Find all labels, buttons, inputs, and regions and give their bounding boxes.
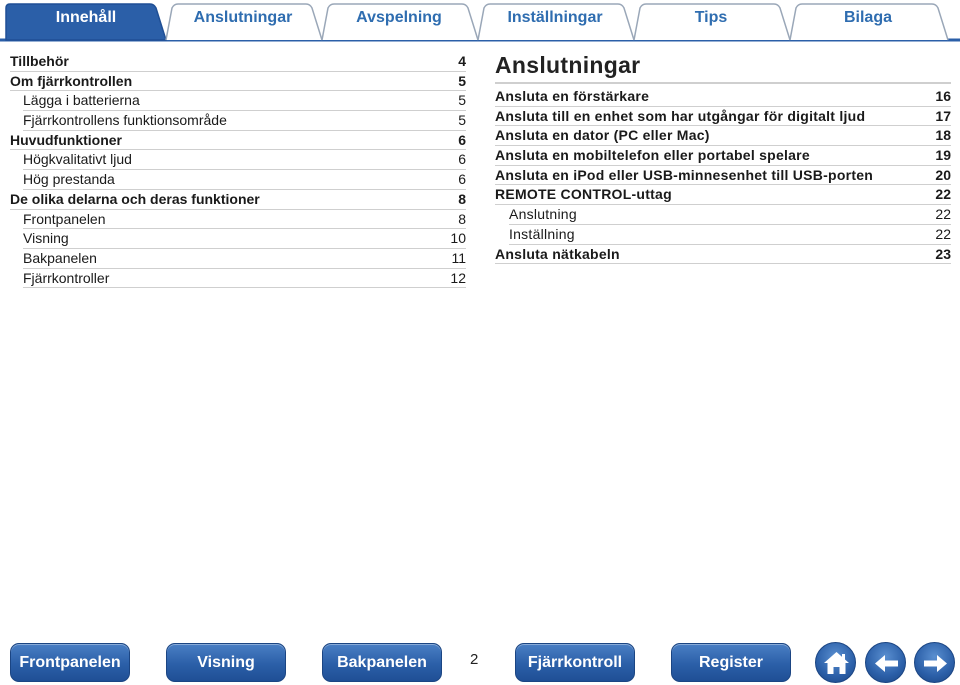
register-button[interactable]: Register bbox=[671, 643, 791, 682]
toc-entry-page: 16 bbox=[935, 88, 951, 104]
tab-bar bbox=[0, 0, 960, 42]
page-number: 2 bbox=[470, 651, 479, 668]
tab-innehall[interactable]: Innehåll bbox=[55, 9, 117, 26]
toc-entry[interactable] bbox=[10, 72, 466, 92]
toc-right-list bbox=[495, 87, 951, 264]
fjarrkontroll-button[interactable]: Fjärrkontroll bbox=[515, 643, 635, 682]
frontpanelen-button[interactable]: Frontpanelen bbox=[10, 643, 130, 682]
arrow-left-icon bbox=[866, 643, 907, 684]
toc-entry[interactable] bbox=[23, 111, 466, 131]
toc-entry-page: 23 bbox=[935, 245, 951, 262]
toc-entry-title: Tillbehör bbox=[10, 53, 69, 69]
toc-entry-page: 12 bbox=[450, 269, 466, 286]
toc-entry-page: 22 bbox=[935, 225, 951, 242]
toc-entry[interactable] bbox=[495, 245, 951, 265]
tab-bilaga[interactable]: Bilaga bbox=[843, 9, 892, 26]
toc-entry-title: Visning bbox=[23, 230, 69, 247]
toc-entry[interactable] bbox=[495, 185, 951, 205]
toc-entry-page: 6 bbox=[458, 131, 466, 148]
toc-entry-title: Inställning bbox=[509, 225, 575, 242]
toc-entry[interactable] bbox=[495, 107, 951, 127]
toc-entry-page: 10 bbox=[450, 230, 466, 247]
toc-entry[interactable] bbox=[509, 225, 951, 245]
toc-entry[interactable] bbox=[495, 87, 951, 107]
toc-entry[interactable] bbox=[495, 146, 951, 166]
toc-entry-title: Anslutning bbox=[509, 206, 577, 223]
home-button[interactable] bbox=[815, 642, 856, 683]
toc-entry[interactable] bbox=[23, 269, 466, 289]
tab-tips[interactable]: Tips bbox=[694, 9, 728, 26]
toc-entry-page: 17 bbox=[935, 107, 951, 124]
arrow-right-icon bbox=[915, 643, 956, 684]
tab-installningar[interactable]: Inställningar bbox=[507, 9, 603, 26]
toc-entry-title: Ansluta nätkabeln bbox=[495, 245, 620, 262]
toc-entry-page: 11 bbox=[451, 249, 466, 266]
toc-entry[interactable] bbox=[23, 170, 466, 190]
bakpanelen-button[interactable]: Bakpanelen bbox=[322, 643, 442, 682]
toc-entry[interactable] bbox=[23, 210, 466, 230]
toc-entry-title: Fjärrkontrollens funktionsområde bbox=[23, 112, 227, 129]
toc-entry[interactable] bbox=[23, 249, 466, 269]
toc-entry[interactable] bbox=[10, 131, 466, 151]
toc-entry[interactable] bbox=[23, 229, 466, 249]
toc-entry-title: Ansluta en mobiltelefon eller portabel spelare bbox=[495, 147, 810, 164]
toc-entry-title: Bakpanelen bbox=[23, 249, 97, 266]
tab-avspelning[interactable]: Avspelning bbox=[356, 9, 442, 26]
toc-entry-title: Ansluta en iPod eller USB-minnesenhet till USB-porten bbox=[495, 166, 874, 183]
visning-button[interactable]: Visning bbox=[166, 643, 286, 682]
section-title: Anslutningar bbox=[495, 52, 641, 78]
toc-entry[interactable] bbox=[23, 150, 466, 170]
toc-entry[interactable] bbox=[509, 205, 951, 225]
toc-entry-page: 8 bbox=[458, 190, 466, 207]
tab-anslutningar[interactable]: Anslutningar bbox=[193, 9, 293, 26]
toc-entry-page: 5 bbox=[458, 92, 466, 109]
toc-entry-title: Om fjärrkontrollen bbox=[10, 72, 133, 89]
toc-entry-page: 8 bbox=[458, 210, 466, 227]
toc-entry[interactable] bbox=[23, 91, 466, 111]
toc-entry[interactable] bbox=[495, 126, 951, 146]
toc-entry-page: 5 bbox=[458, 72, 466, 89]
toc-entry-page: 5 bbox=[458, 112, 466, 129]
toc-entry-title: Ansluta till en enhet som har utgångar för digitalt ljud bbox=[495, 107, 866, 124]
toc-entry-title: Huvudfunktioner bbox=[10, 131, 122, 148]
toc-entry[interactable] bbox=[10, 52, 466, 72]
toc-entry-page: 22 bbox=[935, 206, 951, 223]
toc-entry-page: 18 bbox=[935, 127, 951, 144]
toc-entry-page: 19 bbox=[935, 147, 951, 164]
toc-entry-title: Fjärrkontroller bbox=[23, 269, 110, 286]
section-divider bbox=[495, 82, 951, 84]
toc-entry-title: Högkvalitativt ljud bbox=[23, 151, 132, 168]
toc-entry-title: Hög prestanda bbox=[23, 171, 115, 188]
toc-entry-title: Ansluta en förstärkare bbox=[495, 88, 650, 104]
toc-entry[interactable] bbox=[495, 166, 951, 186]
home-icon bbox=[816, 643, 857, 684]
toc-entry-page: 6 bbox=[458, 151, 466, 168]
toc-entry[interactable] bbox=[10, 190, 466, 210]
toc-entry-page: 6 bbox=[458, 171, 466, 188]
toc-right-column bbox=[495, 52, 951, 264]
back-button[interactable] bbox=[865, 642, 906, 683]
toc-entry-title: Lägga i batterierna bbox=[23, 92, 140, 109]
toc-entry-title: Ansluta en dator (PC eller Mac) bbox=[495, 127, 710, 144]
toc-left-column bbox=[10, 52, 466, 288]
forward-button[interactable] bbox=[914, 642, 955, 683]
toc-entry-title: De olika delarna och deras funktioner bbox=[10, 190, 260, 207]
toc-entry-title: REMOTE CONTROL-uttag bbox=[495, 186, 672, 203]
toc-entry-page: 22 bbox=[935, 186, 951, 203]
toc-entry-page: 20 bbox=[935, 166, 951, 183]
toc-entry-page: 4 bbox=[458, 53, 466, 69]
toc-entry-title: Frontpanelen bbox=[23, 210, 106, 227]
